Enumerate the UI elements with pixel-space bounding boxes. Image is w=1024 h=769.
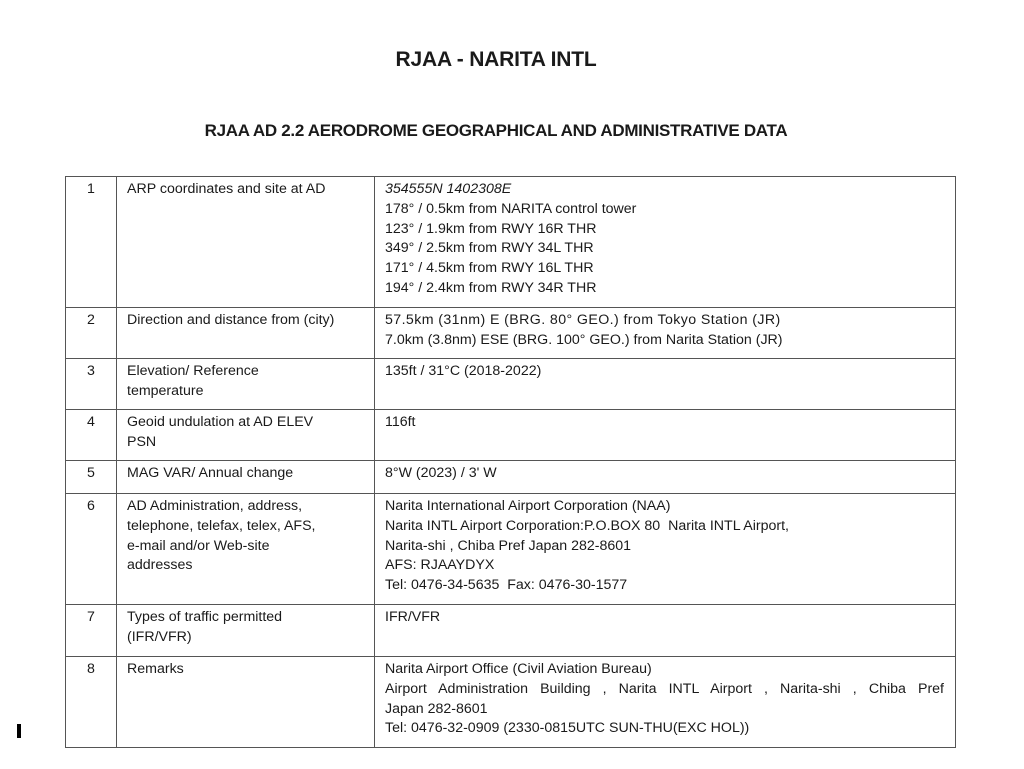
value-line: Narita Airport Office (Civil Aviation Bureau) [385, 661, 652, 677]
label-line: AD Administration, address, [127, 498, 303, 514]
row-label [117, 359, 375, 410]
table-row [66, 177, 956, 308]
row-value [375, 177, 956, 308]
value-line: Narita-shi , Chiba Pref Japan 282-8601 [385, 537, 632, 554]
label-line: (IFR/VFR) [127, 628, 192, 645]
value-line: 349° / 2.5km from RWY 34L THR [385, 240, 594, 257]
row-value [375, 494, 956, 605]
value-line: IFR/VFR [385, 609, 441, 625]
row-label: Direction and distance from (city) [117, 308, 375, 359]
row-number: 3 [66, 359, 117, 410]
row-label: MAG VAR/ Annual change [117, 461, 375, 494]
row-value [375, 359, 956, 410]
label-line: Types of traffic permitted [127, 609, 283, 625]
row-number: 8 [66, 657, 117, 748]
row-label: ARP coordinates and site at AD [117, 177, 375, 308]
value-line: 116ft [385, 414, 416, 430]
table-row [66, 308, 956, 359]
row-value [375, 605, 956, 657]
row-label: Remarks [117, 657, 375, 748]
row-value [375, 308, 956, 359]
value-line: Tel: 0476-32-0909 (2330-0815UTC SUN-THU(EXC HOL)) [385, 720, 750, 737]
label-line: telephone, telefax, telex, AFS, [127, 517, 316, 534]
row-number: 5 [66, 461, 117, 494]
value-line: Narita International Airport Corporation (NAA) [385, 498, 671, 514]
table-row [66, 359, 956, 410]
page-title: RJAA - NARITA INTL [395, 48, 597, 71]
value-line: AFS: RJAAYDYX [385, 557, 495, 574]
value-line: 178° / 0.5km from NARITA control tower [385, 200, 637, 217]
aerodrome-data-table [65, 176, 956, 748]
table-row [66, 494, 956, 605]
value-line: 123° / 1.9km from RWY 16R THR [385, 220, 597, 237]
row-label [117, 410, 375, 461]
value-line: 7.0km (3.8nm) ESE (BRG. 100° GEO.) from Narita Station (JR) [385, 331, 783, 348]
value-line: Narita INTL Airport Corporation:P.O.BOX 80 Narita INTL Airport, [385, 517, 789, 534]
label-line: addresses [127, 557, 193, 574]
table-row [66, 461, 956, 494]
table-row [66, 410, 956, 461]
row-number: 2 [66, 308, 117, 359]
text-cursor-marker [17, 724, 21, 738]
value-line: Airport Administration Building , Narita INTL Airport , Narita-shi , Chiba Pref [385, 680, 944, 697]
value-line: 57.5km (31nm) E (BRG. 80° GEO.) from Tokyo Station (JR) [385, 312, 781, 328]
label-line: Geoid undulation at AD ELEV [127, 414, 314, 430]
row-value [375, 461, 956, 494]
value-line: 171° / 4.5km from RWY 16L THR [385, 260, 594, 277]
row-label [117, 494, 375, 605]
value-line: Japan 282-8601 [385, 700, 488, 717]
value-line: Tel: 0476-34-5635 Fax: 0476-30-1577 [385, 577, 628, 594]
table-row [66, 657, 956, 748]
label-line: e-mail and/or Web-site [127, 537, 270, 554]
row-value [375, 410, 956, 461]
table-row [66, 605, 956, 657]
label-line: temperature [127, 382, 204, 399]
row-number: 7 [66, 605, 117, 657]
row-number: 6 [66, 494, 117, 605]
row-number: 4 [66, 410, 117, 461]
arp-coordinates: 354555N 1402308E [385, 181, 512, 197]
row-value [375, 657, 956, 748]
section-title: RJAA AD 2.2 AERODROME GEOGRAPHICAL AND ADMINISTRATIVE DATA [204, 121, 788, 140]
value-line: 8°W (2023) / 3' W [385, 465, 497, 481]
label-line: PSN [127, 433, 157, 450]
value-line: 194° / 2.4km from RWY 34R THR [385, 279, 597, 296]
value-line: 135ft / 31°C (2018-2022) [385, 363, 542, 379]
row-number: 1 [66, 177, 117, 308]
row-label [117, 605, 375, 657]
label-line: Elevation/ Reference [127, 363, 259, 379]
